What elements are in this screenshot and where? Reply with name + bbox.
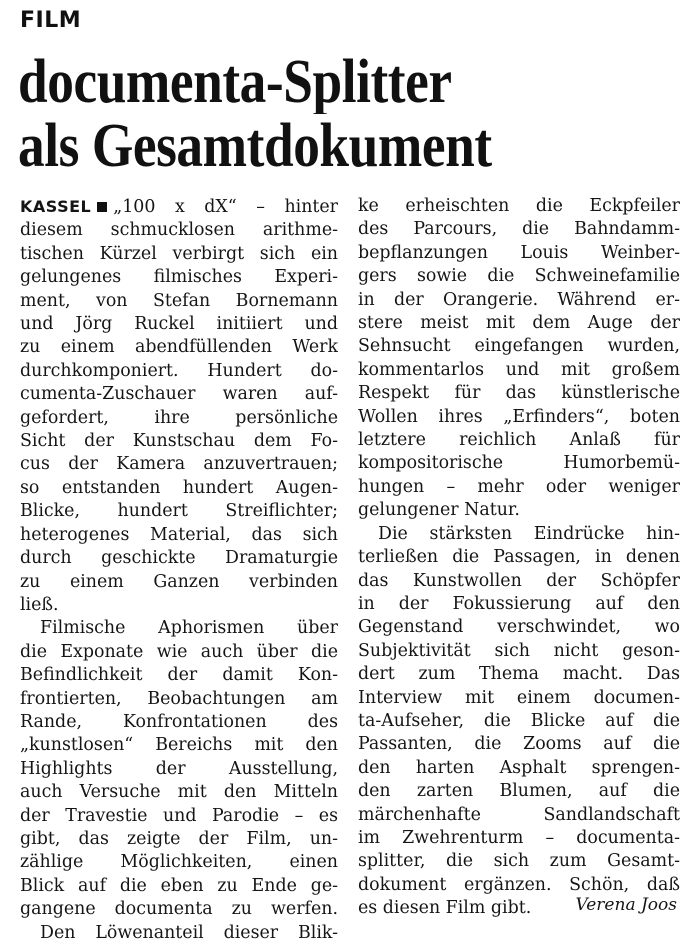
text-line: Die stärksten Eindrücke hin-	[378, 523, 680, 544]
text-line: so entstanden hundert Augen-	[20, 477, 338, 498]
text-line: zu einem Ganzen verbinden	[20, 571, 338, 592]
text-line: kompositorische Humorbemü-	[358, 453, 680, 474]
text-line: diesem schmucklosen arithme-	[20, 220, 338, 241]
text-line: ta-Aufseher, die Blicke auf die	[358, 710, 680, 731]
section-label: FILM	[20, 8, 82, 33]
text-line: die Exponate wie auch über die	[20, 641, 338, 662]
text-line: in der Fokussierung auf den	[358, 593, 680, 614]
text-line: letztere reichlich Anlaß für	[358, 430, 680, 451]
text-line: gers sowie die Schweinefamilie	[358, 266, 680, 287]
text-line: dokument ergänzen. Schön, daß	[358, 874, 680, 895]
text-line	[20, 195, 338, 219]
text-line: Respekt für das künstlerische	[358, 383, 680, 404]
text-line: hungen – mehr oder weniger	[358, 476, 680, 497]
text-line: stere meist mit dem Auge der	[358, 313, 680, 334]
text-line: „kunstlosen“ Bereichs mit den	[20, 735, 338, 756]
text-line: Filmische Aphorismen über	[40, 618, 338, 639]
text-line: das Kunstwollen der Schöpfer	[358, 570, 680, 591]
text-line: tischen Kürzel verbirgt sich ein	[20, 243, 338, 264]
text-line: und Jörg Ruckel initiiert und	[20, 314, 338, 335]
text-line: den harten Asphalt sprengen-	[358, 757, 680, 778]
text-line: Den Löwenanteil dieser Blik-	[40, 922, 338, 943]
text-line: gefordert, ihre persönliche	[20, 407, 338, 428]
text-line: ke erheischten die Eckpfeiler	[358, 196, 680, 216]
text-line: gelungener Natur.	[358, 500, 520, 521]
text-line: in der Orangerie. Während er-	[358, 289, 680, 310]
text-line: Subjektivität sich nicht geson-	[358, 640, 680, 661]
dateline-square-icon	[97, 202, 107, 212]
text-line: kommentarlos und mit großem	[358, 359, 680, 380]
text-line: durch geschickte Dramaturgie	[20, 548, 338, 569]
text-line: frontierten, Beobachtungen am	[20, 688, 338, 709]
text-line: zählige Möglichkeiten, einen	[20, 852, 338, 873]
text-line: cumenta-Zuschauer waren auf-	[20, 384, 338, 405]
text-line-content: „100 x dX“ – hinter	[113, 197, 338, 217]
dateline: KASSEL	[20, 197, 92, 216]
text-line: dert zum Thema macht. Das	[358, 664, 680, 685]
text-line: Passanten, die Zooms auf die	[358, 734, 680, 755]
text-line: im Zwehrenturm – documenta-	[358, 827, 680, 848]
headline-line-1: documenta-Splitter	[18, 50, 452, 114]
text-line: bepflanzungen Louis Weinber-	[358, 242, 680, 263]
text-line: Rande, Konfrontationen des	[20, 711, 338, 732]
text-line: den zarten Blumen, auf die	[358, 781, 680, 802]
text-line: cus der Kamera anzuvertrauen;	[20, 454, 338, 475]
text-line: zu einem abendfüllenden Werk	[20, 337, 338, 358]
text-line: gangene documenta zu werfen.	[20, 899, 338, 920]
text-line: heterogenes Material, das sich	[20, 524, 338, 545]
text-line: Gegenstand verschwindet, wo	[358, 617, 680, 638]
headline-line-2: als Gesamtdokument	[18, 114, 492, 178]
text-line: es diesen Film gibt.	[358, 898, 532, 919]
text-line: des Parcours, die Bahndamm-	[358, 219, 680, 240]
text-line: Sehnsucht eingefangen wurden,	[358, 336, 680, 357]
text-line: terließen die Passagen, in denen	[358, 547, 680, 568]
text-line: der Travestie und Parodie – es	[20, 805, 338, 826]
article-column-right	[358, 195, 680, 921]
text-line: Blicke, hundert Streiflichter;	[20, 501, 338, 522]
text-line: ment, von Stefan Bornemann	[20, 290, 338, 311]
text-line: gelungenes filmisches Experi-	[20, 267, 338, 288]
text-line: Sicht der Kunstschau dem Fo-	[20, 431, 338, 452]
article-column-left	[20, 195, 338, 945]
text-line: auch Versuche mit den Mitteln	[20, 782, 338, 803]
text-line: splitter, die sich zum Gesamt-	[358, 851, 680, 872]
headline	[18, 50, 594, 178]
text-line: durchkomponiert. Hundert do-	[20, 360, 338, 381]
text-line: gibt, das zeigte der Film, un-	[20, 828, 338, 849]
text-line: märchenhafte Sandlandschaft	[358, 804, 680, 825]
text-line: Highlights der Ausstellung,	[20, 758, 338, 779]
text-line: Interview mit einem documen-	[358, 687, 680, 708]
author-byline: Verena Joos	[575, 895, 677, 915]
text-line: ließ.	[20, 594, 59, 615]
text-line: Befindlichkeit der damit Kon-	[20, 665, 338, 686]
text-line: Wollen ihres „Erfinders“, boten	[358, 406, 680, 427]
text-line: Blick auf die eben zu Ende ge-	[20, 875, 338, 896]
